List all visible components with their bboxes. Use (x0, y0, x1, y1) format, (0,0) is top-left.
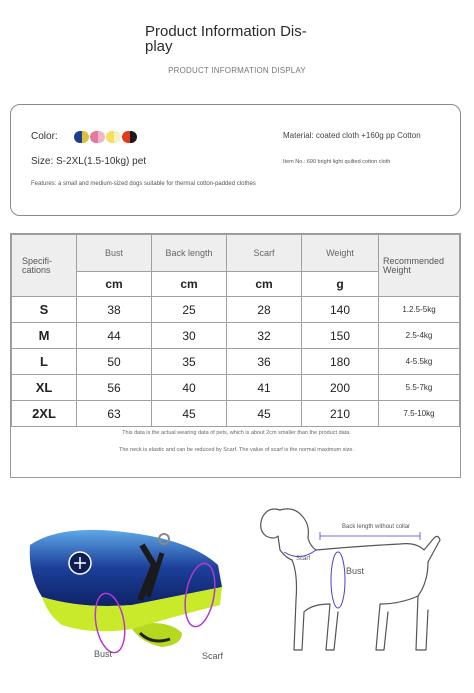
color-label: Color: (31, 131, 58, 142)
size-cell: XL (12, 375, 77, 401)
scarf-cell: 36 (227, 349, 302, 375)
recommended-cell: 5.5-7kg (379, 375, 460, 401)
dog-jacket-illustration (22, 505, 242, 665)
swatch-red[interactable] (122, 131, 137, 143)
diagram-bust-label: Bust (346, 566, 365, 576)
note-scarf: The neck is elastic and can be reduced by Scarf. The value of scarf is the normal maximum size. (119, 447, 354, 453)
scarf-cell: 32 (227, 323, 302, 349)
table-notes (11, 430, 462, 464)
unit-cell: cm (77, 272, 152, 297)
unit-cell: cm (152, 272, 227, 297)
header-specifications: Specifi- cations (12, 235, 77, 297)
table-row (12, 297, 460, 323)
bust-cell: 50 (77, 349, 152, 375)
back-cell: 35 (152, 349, 227, 375)
features-text: Features: a small and medium-sized dogs suitable for thermal cotton-padded clothes (31, 181, 256, 187)
diagram-back-label: Back length without collar (342, 524, 411, 530)
note-wearing-data: This data is the actual wearing data of pets, which is about 2cm smaller than the product data. (122, 430, 351, 436)
page-subtitle: PRODUCT INFORMATION DISPLAY (168, 66, 306, 75)
weight-cell: 210 (302, 401, 379, 427)
material-text: Material: coated cloth +160g pp Cotton (283, 131, 421, 140)
header-recommended-weight: Recommended Weight (379, 235, 460, 297)
recommended-cell: 7.5-10kg (379, 401, 460, 427)
header-scarf: Scarf (227, 235, 302, 272)
unit-cell: g (302, 272, 379, 297)
scarf-cell: 41 (227, 375, 302, 401)
scarf-cell: 45 (227, 401, 302, 427)
size-cell: 2XL (12, 401, 77, 427)
swatch-navy[interactable] (74, 131, 89, 143)
color-swatches (74, 131, 137, 143)
header-bust: Bust (77, 235, 152, 272)
diagram-scarf-label: Scarf (296, 556, 311, 562)
item-number: Item No.: 690 bright light quilted cotton cloth (283, 159, 391, 165)
scarf-cell: 28 (227, 297, 302, 323)
dog-measurement-diagram (250, 500, 450, 670)
bust-cell: 56 (77, 375, 152, 401)
size-cell: S (12, 297, 77, 323)
recommended-cell: 2.5-4kg (379, 323, 460, 349)
photo-scarf-label: Scarf (202, 651, 224, 661)
bust-cell: 44 (77, 323, 152, 349)
unit-cell: cm (227, 272, 302, 297)
header-weight: Weight (302, 235, 379, 272)
recommended-cell: 4-5.5kg (379, 349, 460, 375)
size-table (10, 233, 461, 478)
back-cell: 25 (152, 297, 227, 323)
weight-cell: 200 (302, 375, 379, 401)
size-cell: L (12, 349, 77, 375)
weight-cell: 150 (302, 323, 379, 349)
size-label: Size: S-2XL(1.5-10kg) pet (31, 156, 147, 167)
weight-cell: 140 (302, 297, 379, 323)
header-back-length: Back length (152, 235, 227, 272)
table-row (12, 323, 460, 349)
bust-cell: 38 (77, 297, 152, 323)
product-info-card (10, 104, 461, 216)
recommended-cell: 1.2.5-5kg (379, 297, 460, 323)
table-header-row (12, 235, 460, 272)
back-cell: 30 (152, 323, 227, 349)
weight-cell: 180 (302, 349, 379, 375)
bust-cell: 63 (77, 401, 152, 427)
page-title: Product Information Dis- play (145, 23, 307, 55)
table-row (12, 349, 460, 375)
table-row (12, 401, 460, 427)
product-photo (22, 505, 242, 665)
photo-bust-label: Bust (94, 649, 113, 659)
size-cell: M (12, 323, 77, 349)
back-cell: 40 (152, 375, 227, 401)
swatch-pink[interactable] (90, 131, 105, 143)
table-row (12, 375, 460, 401)
swatch-yellow[interactable] (106, 131, 121, 143)
back-cell: 45 (152, 401, 227, 427)
